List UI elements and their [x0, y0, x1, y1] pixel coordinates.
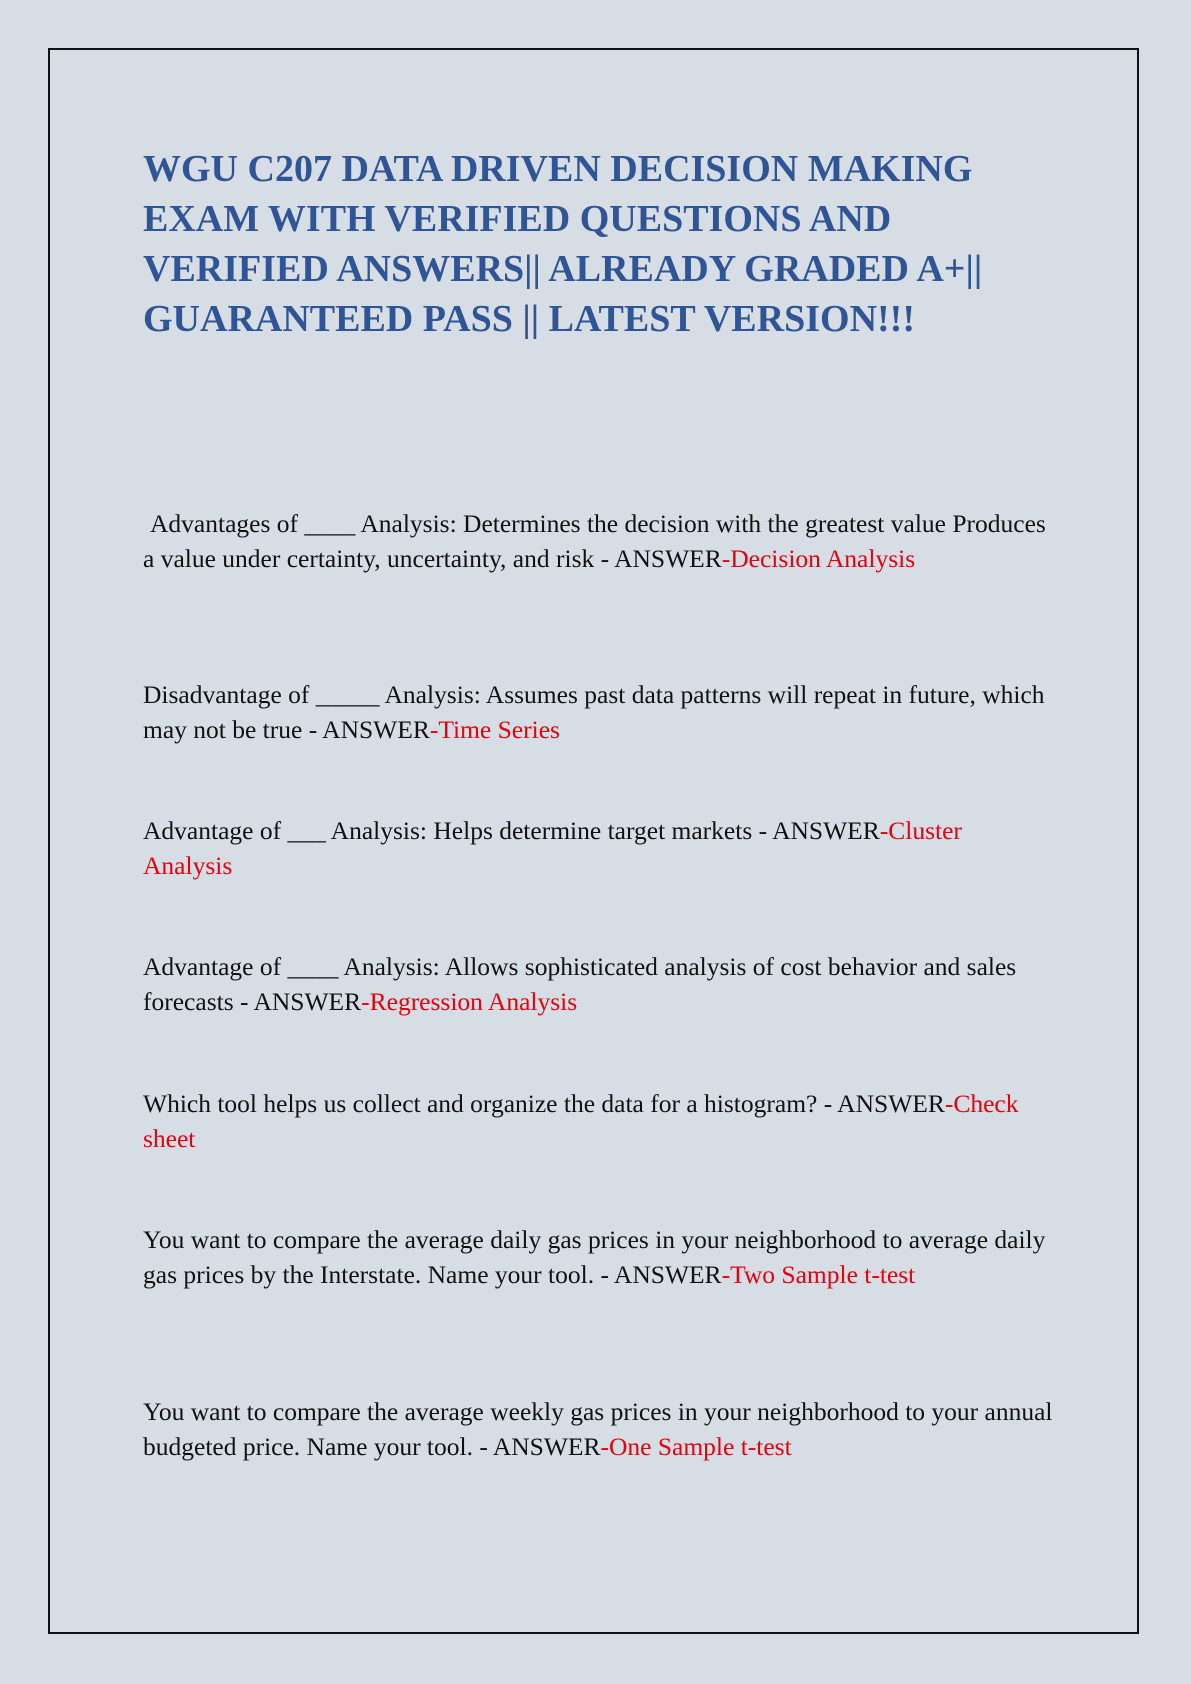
qa-item — [143, 813, 1053, 883]
qa-item — [143, 949, 1053, 1019]
qa-item — [143, 506, 1053, 576]
answer-text: -Two Sample t-test — [721, 1260, 916, 1289]
document-title: WGU C207 DATA DRIVEN DECISION MAKING EXAM WITH VERIFIED QUESTIONS AND VERIFIED ANSWERS|| ALREADY GRADED A+|| GUARANTEED PASS || LATEST VERSION!!! — [143, 148, 983, 340]
answer-text: -Decision Analysis — [721, 544, 916, 573]
question-text: Which tool helps us collect and organize the data for a histogram? - ANSWER — [143, 1089, 945, 1118]
answer-text: -One Sample t-test — [600, 1432, 792, 1461]
qa-item — [143, 1086, 1053, 1156]
question-text: Advantage of ____ Analysis: Allows sophisticated analysis of cost behavior and sales forecasts - ANSWER — [143, 952, 1017, 1016]
header — [143, 144, 1048, 344]
answer-text: -Regression Analysis — [361, 987, 578, 1016]
qa-item — [143, 1222, 1053, 1292]
question-text: You want to compare the average daily gas prices in your neighborhood to average daily gas prices by the Interstate. Name your tool. - ANSWER — [143, 1225, 1046, 1289]
question-text: Disadvantage of _____ Analysis: Assumes past data patterns will repeat in future, which may not be true - ANSWER — [143, 680, 1045, 744]
question-text: You want to compare the average weekly gas prices in your neighborhood to your annual budgeted price. Name your tool. - ANSWER — [143, 1397, 1053, 1461]
question-text: Advantage of ___ Analysis: Helps determine target markets - ANSWER — [143, 816, 880, 845]
qa-item — [143, 1394, 1053, 1464]
question-text: Advantages of ____ Analysis: Determines the decision with the greatest value Produces a value under certainty, uncertainty, and risk - ANSWER — [143, 509, 1046, 573]
answer-text: -Cluster Analysis — [143, 816, 962, 880]
answer-text: -Check sheet — [143, 1089, 1019, 1153]
qa-item — [143, 677, 1053, 747]
answer-text: -Time Series — [429, 715, 560, 744]
